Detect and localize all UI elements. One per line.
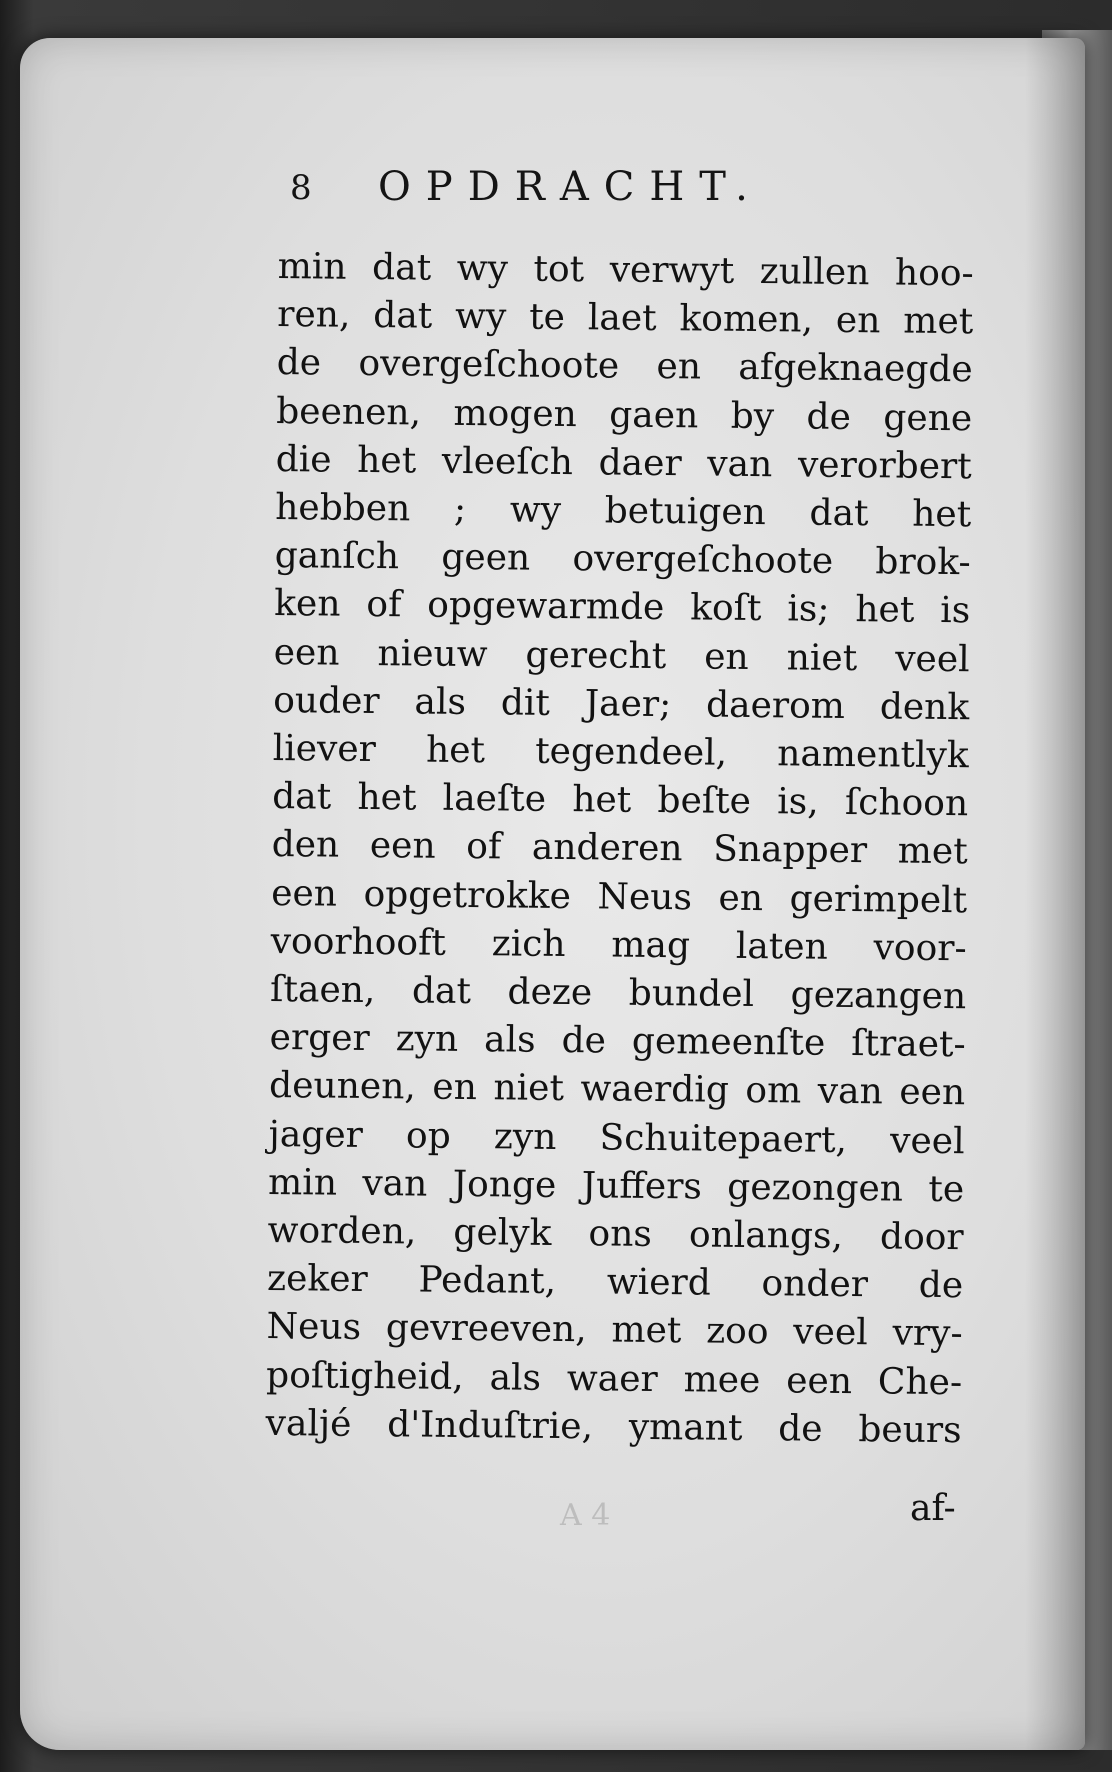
signature-mark: A 4 [560, 1498, 611, 1533]
catchword: af- [910, 1488, 956, 1529]
text-line: dat het laeſte het beſte is, ſchoon [271, 776, 969, 825]
text-line: liever het tegendeel, namentlyk [272, 728, 969, 777]
text-line: erger zyn als de gemeenſte ſtraet- [269, 1017, 966, 1066]
page-number: 8 [290, 168, 312, 208]
text-line: de overgeſchoote en afgeknaegde [276, 342, 973, 391]
text-line: jager op zyn Schuitepaert, veel [268, 1113, 965, 1162]
text-line: een nieuw gerecht en niet veel [273, 631, 970, 680]
text-line: zeker Pedant, wierd onder de [266, 1258, 964, 1307]
book-page [20, 38, 1085, 1750]
text-line: poſtigheid, als waer mee een Che- [265, 1354, 963, 1403]
text-line: die het vleeſch daer van verorbert [275, 438, 972, 488]
text-line: ſtaen, dat deze bundel gezangen [269, 969, 967, 1018]
running-head [290, 158, 910, 218]
text-line: ren, dat wy te laet komen, en met [277, 294, 974, 343]
text-line: min van Jonge Juffers gezongen te [267, 1161, 965, 1211]
body-text [265, 243, 978, 1455]
text-line: hebben ; wy betuigen dat het [275, 487, 972, 536]
text-line: voorhooft zich mag laten voor- [270, 920, 967, 970]
text-line: valjé d'Induſtrie, ymant de beurs [265, 1402, 962, 1452]
text-line: ouder als dit Jaer; daerom denk [272, 679, 970, 729]
text-line: beenen, mogen gaen by de gene [276, 390, 973, 439]
text-line: deunen, en niet waerdig om van een [268, 1065, 966, 1114]
text-line: een opgetrokke Neus en gerimpelt [270, 872, 968, 921]
running-head-title: OPDRACHT. [378, 164, 763, 210]
text-line: den een of anderen Snapper met [271, 824, 968, 873]
text-line: ganſch geen overgeſchoote brok- [274, 535, 971, 584]
text-line: worden, gelyk ons onlangs, door [267, 1210, 964, 1259]
text-line: min dat wy tot verwyt zullen hoo- [277, 245, 974, 295]
text-line: Neus gevreeven, met zoo veel vry- [266, 1306, 963, 1355]
text-line: ken of opgewarmde koſt is; het is [274, 583, 971, 632]
